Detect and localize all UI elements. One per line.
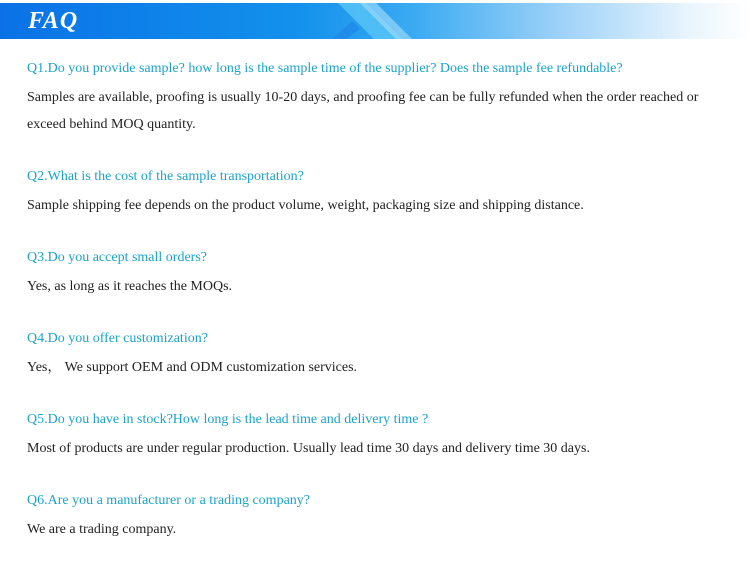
faq-item-2 bbox=[27, 165, 739, 219]
faq-question-1: Q1.Do you provide sample? how long is the sample time of the supplier? Does the sample fee refundable? bbox=[27, 61, 623, 76]
faq-item-4 bbox=[27, 327, 739, 381]
faq-list bbox=[27, 57, 739, 570]
faq-answer-4: Yes， We support OEM and ODM customization services. bbox=[27, 360, 358, 375]
faq-question-4: Q4.Do you offer customization? bbox=[27, 331, 208, 346]
faq-item-1 bbox=[27, 57, 739, 138]
faq-answer-6: We are a trading company. bbox=[27, 522, 177, 537]
faq-question-3: Q3.Do you accept small orders? bbox=[27, 250, 207, 265]
faq-question-6: Q6.Are you a manufacturer or a trading company? bbox=[27, 493, 310, 508]
banner-chevron-decoration bbox=[0, 3, 750, 39]
faq-question-2: Q2.What is the cost of the sample transportation? bbox=[27, 169, 304, 184]
faq-question-5: Q5.Do you have in stock?How long is the lead time and delivery time ? bbox=[27, 412, 429, 427]
faq-answer-1: Samples are available, proofing is usually 10-20 days, and proofing fee can be fully refunded when the order reached or exceed behind MOQ quantity. bbox=[27, 90, 699, 132]
faq-item-5 bbox=[27, 408, 739, 462]
page-title: FAQ bbox=[28, 8, 79, 34]
faq-item-3 bbox=[27, 246, 739, 300]
faq-answer-3: Yes, as long as it reaches the MOQs. bbox=[27, 279, 233, 294]
faq-answer-5: Most of products are under regular production. Usually lead time 30 days and delivery time 30 days. bbox=[27, 441, 590, 456]
faq-answer-2: Sample shipping fee depends on the product volume, weight, packaging size and shipping distance. bbox=[27, 198, 584, 213]
faq-header-banner bbox=[0, 3, 750, 39]
faq-item-6 bbox=[27, 489, 739, 543]
